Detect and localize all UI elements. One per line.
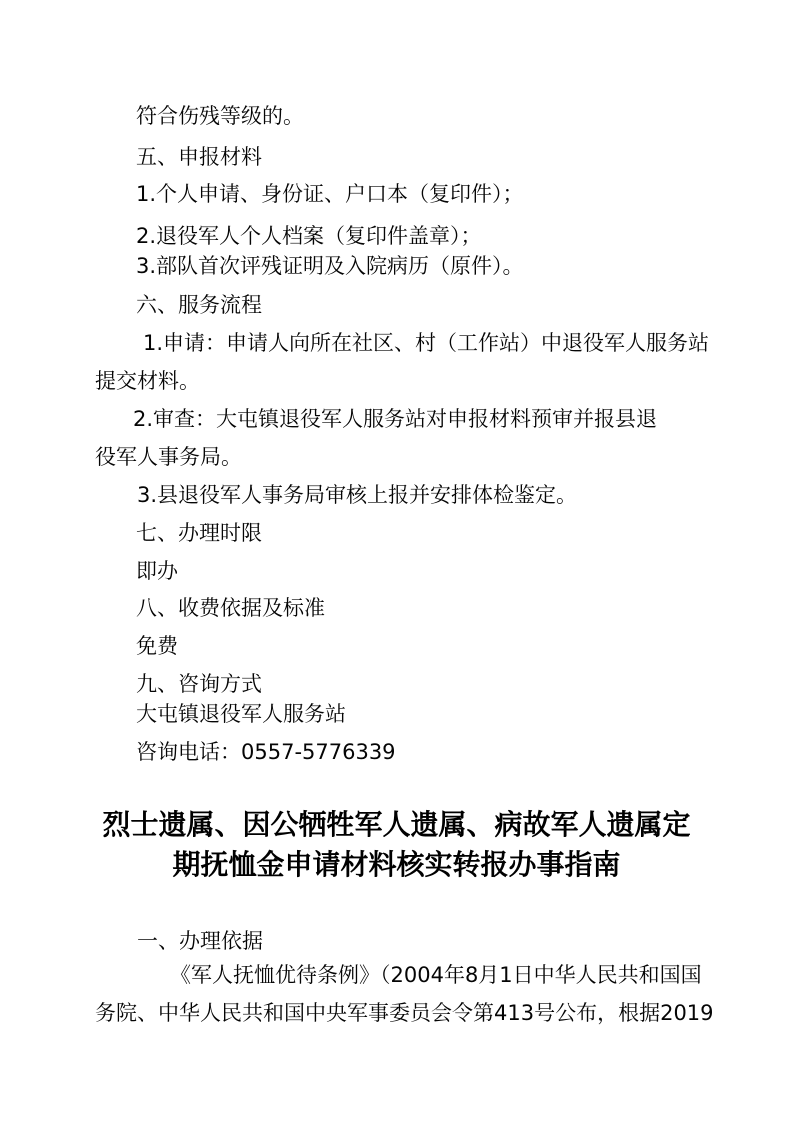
para-disability-grade-end: 符合伤残等级的。 xyxy=(136,104,304,128)
section-8-heading: 八、收费依据及标准 xyxy=(136,596,325,620)
fee-value: 免费 xyxy=(136,634,178,658)
material-item-1: 1.个人申请、身份证、户口本（复印件）； xyxy=(136,182,524,206)
time-limit-value: 即办 xyxy=(136,559,178,583)
contact-phone-line: 咨询电话：0557-5776339 xyxy=(136,740,396,764)
process-step-1-wrap: 提交材料。 xyxy=(95,369,200,393)
basis-regulation-line-2: 务院、中华人民共和国中央军事委员会令第413号公布，根据2019 xyxy=(95,1001,714,1025)
section-6-heading: 六、服务流程 xyxy=(136,293,262,317)
doc-title-line-2: 期抚恤金申请材料核实转报办事指南 xyxy=(172,848,621,881)
process-step-3: 3.县退役军人事务局审核上报并安排体检鉴定。 xyxy=(137,483,578,507)
section-1-heading: 一、办理依据 xyxy=(137,929,263,953)
process-step-1: 1.申请：申请人向所在社区、村（工作站）中退役军人服务站 xyxy=(143,331,710,355)
section-9-heading: 九、咨询方式 xyxy=(136,672,262,696)
process-step-2-wrap: 役军人事务局。 xyxy=(95,445,242,469)
process-step-2: 2.审查：大屯镇退役军人服务站对申报材料预审并报县退 xyxy=(133,407,658,431)
section-5-heading: 五、申报材料 xyxy=(136,145,262,169)
basis-regulation-line-1: 《军人抚恤优待条例》（2004年8月1日中华人民共和国国 xyxy=(170,963,702,987)
section-7-heading: 七、办理时限 xyxy=(136,521,262,545)
material-item-3: 3.部队首次评残证明及入院病历（原件）。 xyxy=(136,254,524,278)
doc-title-line-1: 烈士遗属、因公牺牲军人遗属、病故军人遗属定 xyxy=(102,808,691,841)
material-item-2: 2.退役军人个人档案（复印件盖章）； xyxy=(136,224,482,248)
service-station-name: 大屯镇退役军人服务站 xyxy=(136,702,346,726)
